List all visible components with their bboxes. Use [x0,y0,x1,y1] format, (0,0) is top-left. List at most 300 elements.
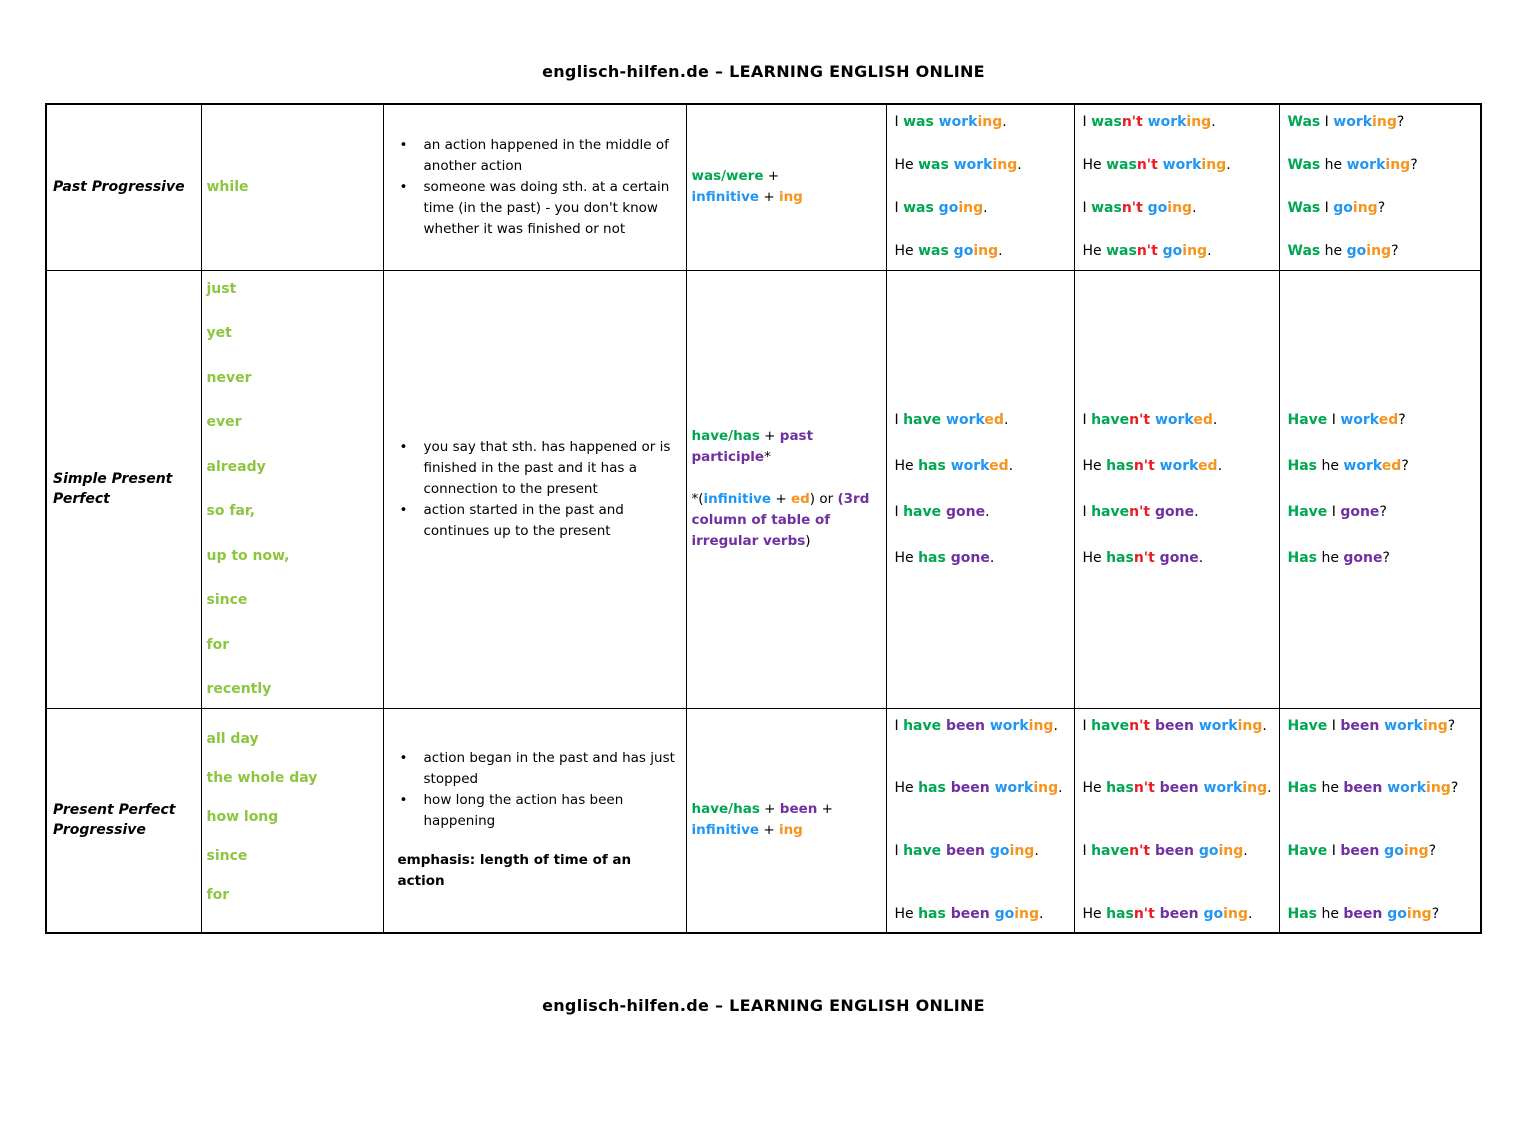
text-segment: been [945,905,990,922]
text-segment: ing [1366,243,1392,260]
text-segment: ? [1428,843,1437,860]
text-segment: was [1091,200,1122,217]
text-segment: n't [1121,200,1143,217]
text-segment: work [1340,411,1379,428]
text-segment: ing [1218,843,1244,860]
text-segment: work [1157,157,1202,174]
example-sentence [1288,548,1475,569]
text-segment: I [1082,503,1092,520]
form-cell [686,708,886,933]
text-segment: I [1320,200,1334,217]
text-segment: He [1082,780,1107,797]
text-segment: n't [1129,717,1151,734]
table-row-present-perfect-progressive [46,708,1481,933]
text-segment: Was [1287,114,1321,131]
text-segment: ? [1450,780,1459,797]
text-segment: work [1198,780,1243,797]
text-segment: He [894,157,919,174]
text-segment: he [1320,243,1347,260]
text-segment: I [1082,411,1092,428]
text-segment: . [1003,411,1009,428]
question-examples-cell [1279,270,1481,708]
negative-examples-cell [1074,708,1279,933]
example-sentence [895,841,1068,862]
text-segment: he [1317,780,1344,797]
text-segment: He [1082,549,1107,566]
text-segment: ? [1396,114,1405,131]
example-sentence [1083,410,1273,431]
usage-text: an action happened in the middle of another action [423,136,669,174]
text-segment: n't [1129,411,1151,428]
text-segment: He [894,243,919,260]
form-pattern [692,426,880,552]
text-segment: I [894,411,904,428]
text-segment: have [903,843,942,860]
text-segment: ed [1193,411,1213,428]
text-segment: go [985,843,1010,860]
text-segment: ? [1377,200,1386,217]
text-segment: ing [1033,780,1059,797]
text-segment: have [1091,843,1130,860]
text-segment: work [985,717,1029,734]
text-segment: . [1002,114,1007,131]
text-segment: I [1082,200,1092,217]
example-sentence [1083,241,1273,262]
text-segment: go [989,905,1015,922]
text-segment: he [1320,157,1347,174]
signal-word: recently [206,680,272,697]
text-segment: . [989,549,995,566]
usage-list [398,748,678,892]
usage-text: you say that sth. has happened or is finished in the past and it has a connection to the present [423,438,671,497]
text-segment: I [894,843,904,860]
text-segment: Was [1287,157,1321,174]
example-list [895,112,1068,262]
text-segment: have [903,503,942,520]
question-examples-cell [1279,104,1481,270]
text-segment: He [1082,243,1107,260]
text-segment: I [1082,843,1092,860]
form-line [692,820,880,841]
signal-word: while [206,179,249,196]
form-cell [686,104,886,270]
text-segment: been [941,843,985,860]
usage-cell [383,270,686,708]
text-segment: Has [1287,457,1317,474]
negative-examples-cell [1074,270,1279,708]
text-segment: work [1193,717,1238,734]
example-sentence [1083,155,1273,176]
example-list [1288,716,1475,925]
usage-text: action started in the past and continues up to the present [423,501,624,539]
usage-bullet-item [398,790,678,832]
text-segment: + [771,491,791,507]
text-segment: has [1106,457,1134,474]
text-segment: ing [977,114,1003,131]
text-segment: . [1267,780,1272,797]
text-segment: infinitive [691,189,760,206]
example-sentence [1083,904,1273,925]
text-segment: . [1194,503,1199,520]
signal-words-cell [201,104,383,270]
usage-bullet-item [398,135,678,177]
example-sentence [1288,410,1475,431]
usage-text: someone was doing sth. at a certain time (in the past) - you don't know whether it was finished or not [423,178,670,237]
text-segment: infinitive [691,822,760,839]
example-sentence [895,241,1068,262]
text-segment: have [903,717,942,734]
text-segment: . [1034,843,1039,860]
text-segment: has [918,905,946,922]
text-segment: ? [1401,457,1409,474]
example-sentence [895,778,1068,799]
text-segment: He [894,457,919,474]
text-segment: ing [1385,157,1411,174]
text-segment: was [1091,114,1122,131]
text-segment: + [759,428,780,444]
text-segment: . [1017,157,1022,174]
form-pattern [692,799,880,841]
example-sentence [895,548,1068,569]
example-sentence [1288,198,1475,219]
bullet-icon: • [399,438,408,455]
signal-word: yet [206,325,232,342]
text-segment: I [1327,717,1341,734]
text-segment: + [763,168,780,185]
text-segment: work [1333,114,1373,131]
signal-word: up to now, [206,547,290,564]
signal-word: ever [206,414,242,431]
example-sentence [1083,502,1273,523]
example-sentence [1083,112,1273,133]
usage-list [398,135,678,240]
text-segment: work [1150,411,1194,428]
example-sentence [1288,502,1475,523]
text-segment: I [894,503,904,520]
text-segment: been [1154,780,1199,797]
signal-word: for [206,886,230,903]
text-segment: was [1106,157,1137,174]
form-pattern [692,166,880,208]
text-segment: . [1207,243,1212,260]
bullet-icon: • [399,501,408,518]
text-segment: ) [805,533,811,549]
text-segment: . [1192,200,1197,217]
text-segment: work [1142,114,1187,131]
text-segment: has [918,549,946,566]
text-segment: . [1058,780,1063,797]
example-sentence [1083,778,1273,799]
signal-word: how long [206,808,279,825]
text-segment: + [759,801,780,818]
text-segment: n't [1133,457,1155,474]
text-segment: . [1198,549,1204,566]
text-segment: . [1217,457,1223,474]
text-segment: been [1150,717,1194,734]
usage-bullet-item [398,500,678,542]
text-segment: . [1243,843,1248,860]
signal-word: never [206,369,252,386]
page-footer-title: englisch-hilfen.de – LEARNING ENGLISH ONLINE [542,996,985,1015]
text-segment: has [918,780,946,797]
form-cell [686,270,886,708]
affirmative-examples-cell [886,104,1074,270]
text-segment: ing [1403,843,1429,860]
example-sentence [1288,155,1475,176]
example-sentence [895,112,1068,133]
text-segment: n't [1133,780,1155,797]
usage-bullet-item [398,748,678,790]
example-sentence [1083,841,1273,862]
text-segment: work [948,157,993,174]
text-segment: ? [1431,905,1440,922]
text-segment: I [894,200,904,217]
text-segment: work [1382,780,1427,797]
text-segment: . [1008,457,1014,474]
text-segment: ? [1398,411,1406,428]
text-segment: *( [691,491,704,507]
example-sentence [1288,112,1475,133]
text-segment: n't [1129,843,1151,860]
text-segment: He [1082,457,1107,474]
signal-word-list [207,279,378,699]
text-segment: was [903,200,934,217]
example-sentence [1288,241,1475,262]
text-segment: work [945,457,990,474]
text-segment: ? [1391,243,1399,260]
text-segment: (3rd column of table of irregular verbs [691,491,870,549]
usage-text: how long the action has been happening [423,792,624,830]
text-segment: been [945,780,990,797]
text-segment: work [1379,717,1423,734]
text-segment: ing [1406,905,1432,922]
text-segment: ed [1381,457,1402,474]
signal-word: so far, [206,503,256,520]
text-segment: ? [1379,503,1387,520]
usage-bullet-item [398,177,678,240]
tense-name: Past Progressive [46,104,201,270]
text-segment: ing [1167,200,1193,217]
text-segment: has [1106,549,1134,566]
text-segment: work [1154,457,1199,474]
text-segment: have [1091,503,1130,520]
text-segment: was [903,114,934,131]
text-segment: go [948,243,974,260]
signal-word: since [206,592,248,609]
affirmative-examples-cell [886,708,1074,933]
text-segment: Have [1287,411,1328,428]
text-segment: ed [1378,411,1399,428]
example-sentence [1083,548,1273,569]
text-segment: was [1106,243,1137,260]
text-segment: Have [1287,717,1328,734]
text-segment: He [894,549,919,566]
text-segment: ing [1186,114,1212,131]
form-line [692,187,880,208]
text-segment: ed [790,491,810,507]
example-sentence [895,716,1068,737]
text-segment: go [933,200,959,217]
text-segment: He [894,905,919,922]
text-segment: Has [1287,905,1317,922]
text-segment: gone [1150,503,1195,520]
question-examples-cell [1279,708,1481,933]
tense-table [45,103,1482,934]
text-segment: have/has [691,428,760,444]
text-segment: ing [778,189,803,206]
example-sentence [1083,456,1273,477]
example-list [1083,410,1273,569]
text-segment: been [1154,905,1199,922]
example-sentence [895,198,1068,219]
usage-list [398,437,678,542]
text-segment: . [1053,717,1058,734]
tense-name: Simple Present Perfect [46,270,201,708]
text-segment: he [1317,905,1344,922]
text-segment: Has [1287,549,1317,566]
usage-emphasis: emphasis: length of time of an action [397,852,632,890]
text-segment: go [1379,843,1404,860]
text-segment: Was [1287,243,1321,260]
text-segment: have [903,411,942,428]
example-list [895,716,1068,925]
text-segment: . [1262,717,1267,734]
text-segment: Have [1287,503,1328,520]
text-segment: has [918,457,946,474]
text-segment: ed [1198,457,1218,474]
text-segment: was [918,243,949,260]
example-sentence [895,410,1068,431]
text-segment: He [1082,905,1107,922]
text-segment: has [1106,905,1134,922]
text-segment: n't [1121,114,1143,131]
text-segment: I [1082,717,1092,734]
text-segment: he [1317,457,1344,474]
text-segment: n't [1129,503,1151,520]
text-segment: n't [1136,157,1158,174]
bullet-icon: • [399,178,408,195]
text-segment: infinitive [703,491,772,507]
text-segment: ing [973,243,999,260]
signal-word: all day [206,730,259,747]
text-segment: gone [1343,549,1383,566]
text-segment: ed [984,411,1004,428]
tense-name: Present Perfect Progressive [46,708,201,933]
example-list [1083,716,1273,925]
example-sentence [895,456,1068,477]
example-sentence [895,155,1068,176]
example-sentence [1288,904,1475,925]
text-segment: gone [1340,503,1380,520]
text-segment: been [1343,905,1383,922]
usage-cell [383,708,686,933]
text-segment: . [1226,157,1231,174]
text-segment: + [759,189,779,206]
text-segment: go [1346,243,1367,260]
signal-words-cell [201,708,383,933]
text-segment: go [1142,200,1168,217]
text-segment: been [1343,780,1383,797]
usage-bullet-item [398,437,678,500]
example-sentence [1288,778,1475,799]
text-segment: have [1091,717,1130,734]
text-segment: ing [1242,780,1268,797]
example-sentence [895,904,1068,925]
text-segment: . [1211,114,1216,131]
text-segment: + [759,822,779,839]
text-segment: . [983,200,988,217]
negative-examples-cell [1074,104,1279,270]
bullet-icon: • [399,136,408,153]
text-segment: He [894,780,919,797]
text-segment: ing [1352,200,1378,217]
form-line [692,489,880,552]
example-list [1288,410,1475,569]
text-segment: been [779,801,818,818]
signal-word: already [206,458,266,475]
text-segment: I [1082,114,1092,131]
example-list [895,410,1068,569]
bullet-icon: • [399,750,408,767]
text-segment: ing [1201,157,1227,174]
text-segment: work [941,411,985,428]
text-segment: been [1150,843,1194,860]
text-segment: . [985,503,990,520]
text-segment: ing [1009,843,1035,860]
example-sentence [1083,198,1273,219]
text-segment: n't [1133,549,1155,566]
text-segment: gone [941,503,986,520]
signal-word-list [207,177,378,197]
text-segment: go [1198,905,1224,922]
signal-word: just [206,281,237,297]
text-segment: he [1317,549,1344,566]
usage-cell [383,104,686,270]
example-sentence [895,502,1068,523]
text-segment: + [817,801,833,818]
text-segment: go [1333,200,1353,217]
example-list [1288,112,1475,262]
text-segment: ing [1422,717,1448,734]
text-segment: . [1247,905,1253,922]
text-segment: work [989,780,1034,797]
form-line [692,426,880,468]
text-segment: been [1340,843,1380,860]
signal-word: for [206,636,230,653]
text-segment: ) or [809,491,838,507]
text-segment: Have [1287,843,1328,860]
text-segment: has [1106,780,1134,797]
text-segment: have/has [691,801,760,818]
text-segment: I [894,114,904,131]
example-sentence [1083,716,1273,737]
text-segment: have [1091,411,1130,428]
text-segment: I [1327,843,1341,860]
text-segment: gone [945,549,990,566]
table-row-simple-present-perfect [46,270,1481,708]
example-list [1083,112,1273,262]
text-segment: . [1212,411,1218,428]
text-segment: work [933,114,978,131]
text-segment: ing [1014,905,1040,922]
text-segment: n't [1136,243,1158,260]
text-segment: been [1340,717,1380,734]
example-sentence [1288,716,1475,737]
affirmative-examples-cell [886,270,1074,708]
text-segment: I [1327,411,1341,428]
text-segment: ing [992,157,1018,174]
text-segment: ? [1447,717,1456,734]
